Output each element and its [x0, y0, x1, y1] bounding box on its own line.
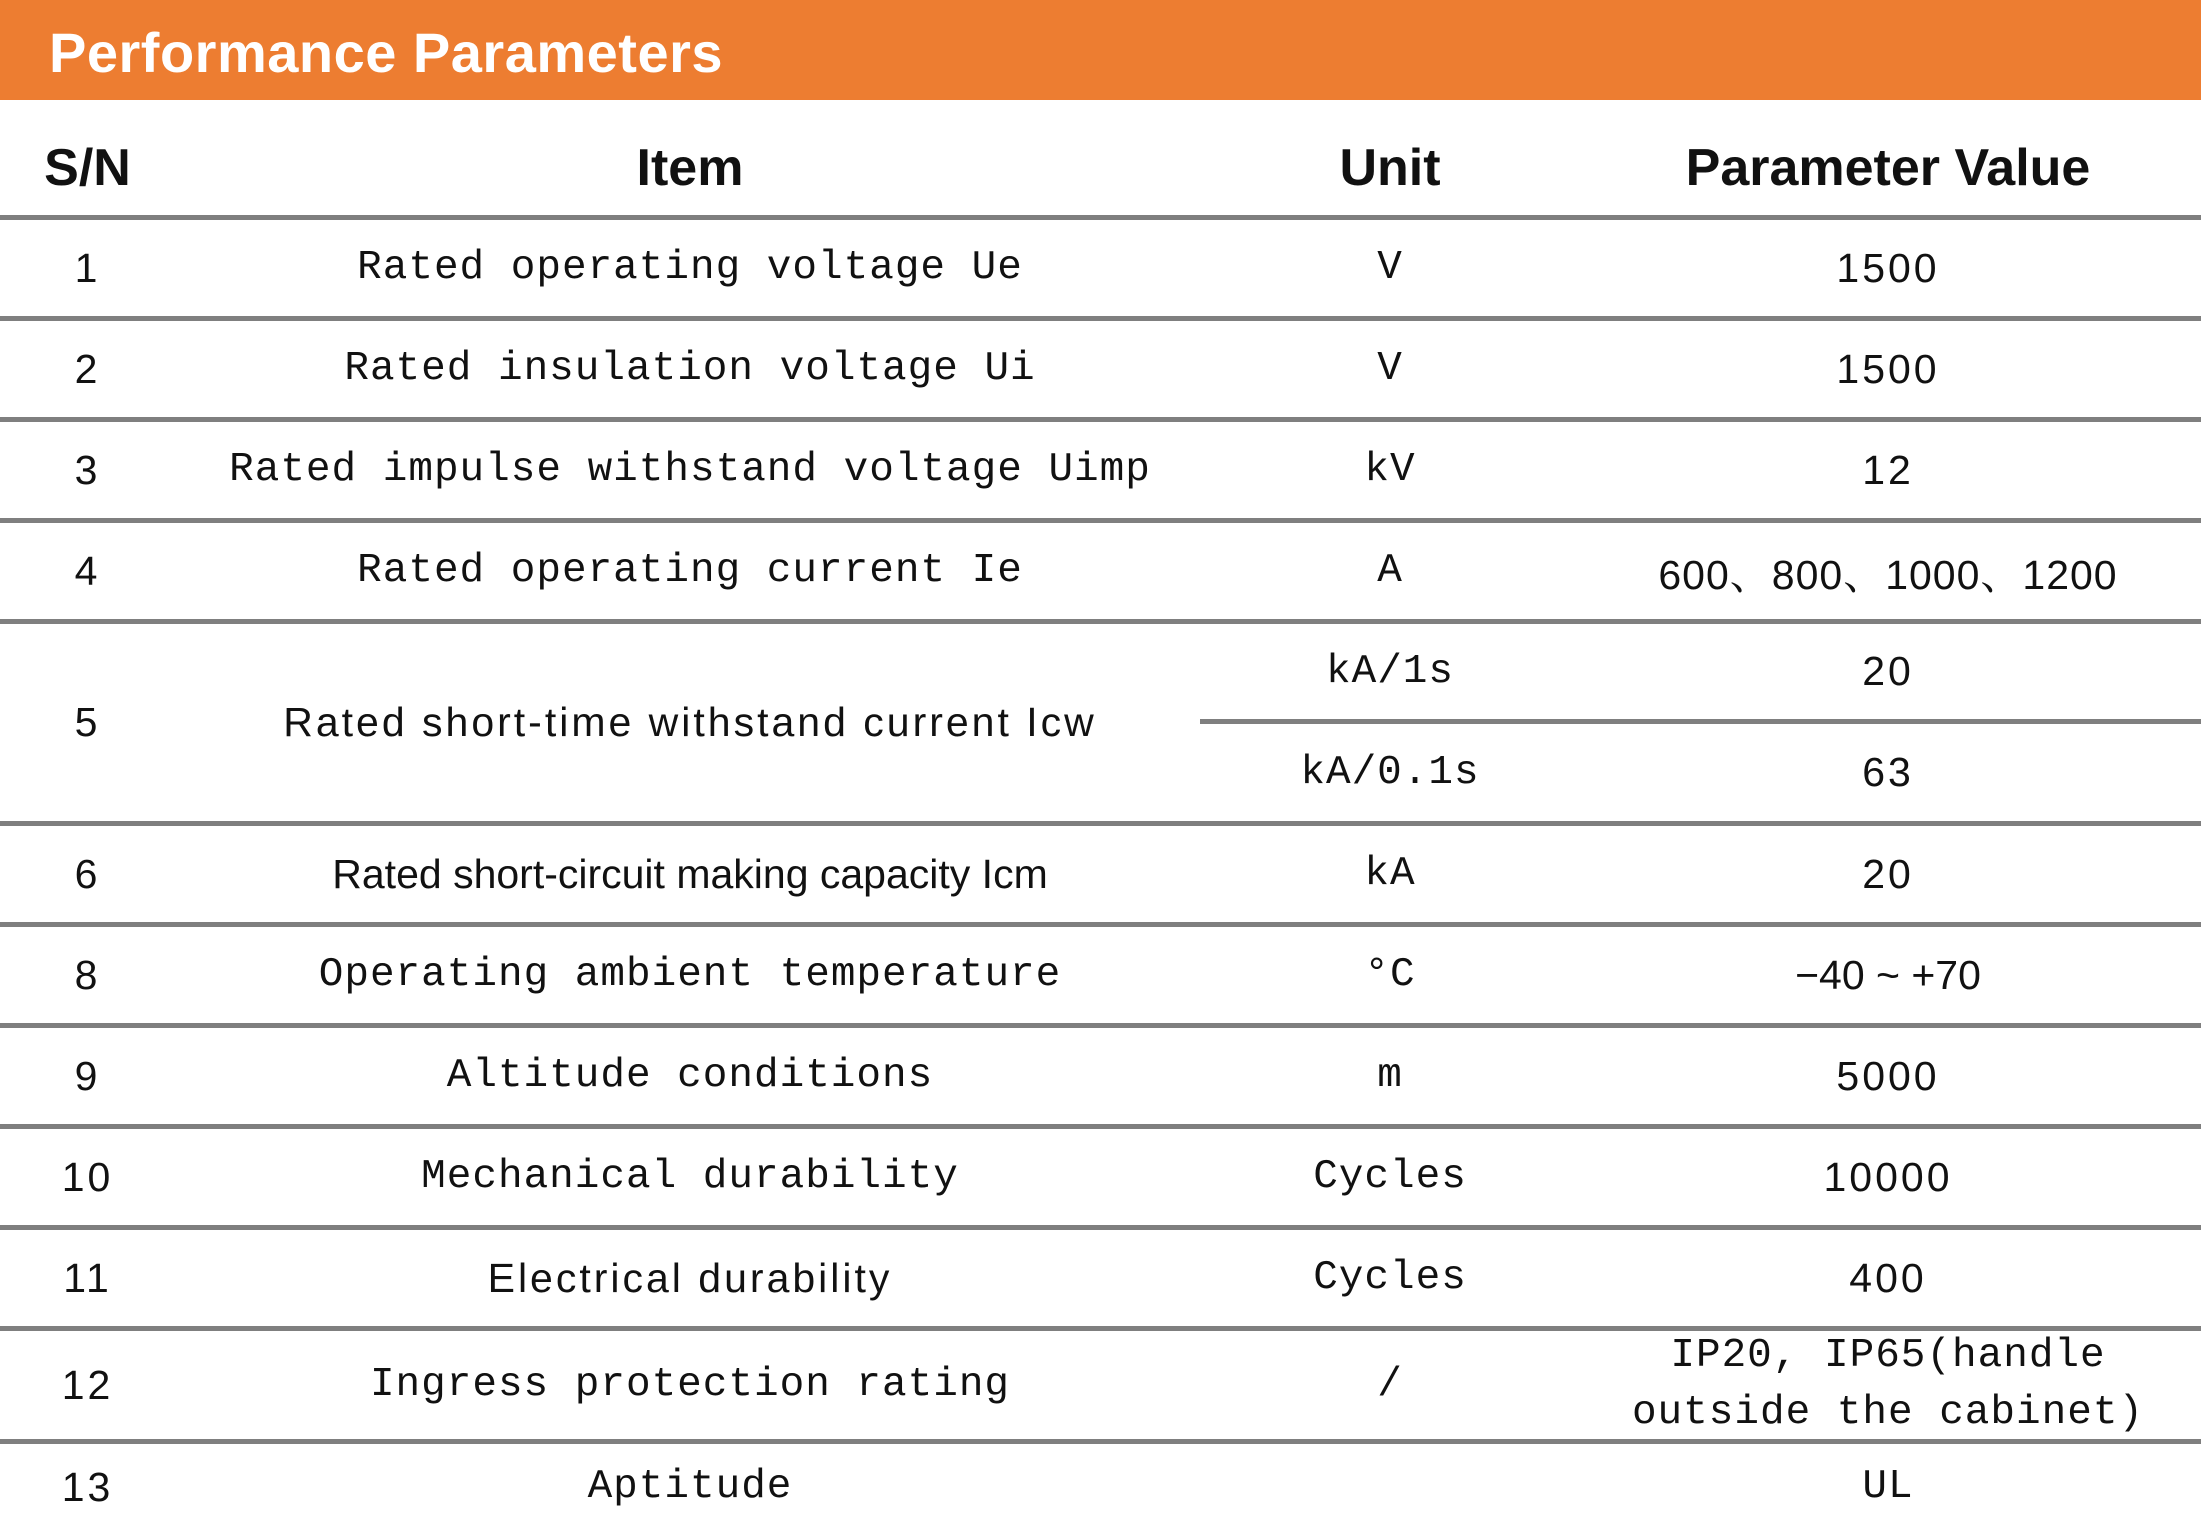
row-10-sn: 10: [61, 1153, 114, 1200]
row-1-item: Rated operating voltage Ue: [357, 245, 1023, 291]
title-banner: [0, 0, 2201, 100]
row-9-item: Altitude conditions: [446, 1053, 934, 1099]
row-12-unit: /: [1377, 1362, 1403, 1408]
row-9-sn: 9: [74, 1052, 101, 1099]
row-8-unit: °C: [1364, 952, 1416, 998]
row-3-unit: kV: [1364, 447, 1416, 493]
row-6-sn: 6: [74, 850, 101, 897]
row-2-sn: 2: [74, 345, 101, 392]
row-3-value: 12: [1862, 446, 1914, 493]
row-10-value: 10000: [1823, 1153, 1953, 1200]
row-6-value: 20: [1862, 850, 1914, 897]
row-2-unit: V: [1377, 346, 1403, 392]
row-3-sn: 3: [74, 446, 101, 493]
row-13-item: Aptitude: [587, 1464, 793, 1510]
row-1-value: 1500: [1836, 244, 1940, 291]
row-9-value: 5000: [1836, 1052, 1940, 1099]
row-2-item: Rated insulation voltage Ui: [344, 346, 1036, 392]
row-1-sn: 1: [74, 244, 101, 291]
header-item: Item: [636, 138, 744, 197]
row-13-value: UL: [1862, 1464, 1914, 1510]
row-8-sn: 8: [74, 951, 101, 998]
row-12-sn: 12: [61, 1361, 114, 1408]
row-4-value: 600、800、1000、1200: [1658, 551, 2118, 598]
row-13-unit: [1205, 1444, 1575, 1530]
row-6-unit: kA: [1364, 851, 1416, 897]
row-4-item: Rated operating current Ie: [357, 548, 1023, 594]
row-11-unit: Cycles: [1313, 1255, 1467, 1301]
row-12-value: IP20, IP65(handle outside the cabinet): [1631, 1333, 2145, 1436]
row-4-unit: A: [1377, 548, 1403, 594]
header-unit: Unit: [1339, 138, 1441, 197]
row-5-item: Rated short-time withstand current Icw: [283, 699, 1097, 745]
row-11-item: Electrical durability: [487, 1254, 893, 1301]
row-10-item: Mechanical durability: [421, 1154, 959, 1200]
row-5-unit-a: kA/1s: [1325, 648, 1455, 695]
header-value: Parameter Value: [1685, 138, 2091, 197]
row-12-item: Ingress protection rating: [369, 1362, 1011, 1408]
row-1-unit: V: [1377, 245, 1403, 291]
row-10-unit: Cycles: [1313, 1154, 1467, 1200]
row-5-value-b: 63: [1862, 749, 1914, 795]
page-title: Performance Parameters: [49, 21, 724, 84]
row-13-sn: 13: [61, 1463, 114, 1510]
row-8-item: Operating ambient temperature: [318, 952, 1062, 998]
row-8-value: −40 ~ +70: [1795, 951, 1981, 998]
row-5-sn: 5: [74, 699, 101, 745]
row-2-value: 1500: [1836, 345, 1940, 392]
header-sn: S/N: [44, 138, 131, 197]
row-9-unit: m: [1377, 1053, 1403, 1099]
row-4-sn: 4: [74, 547, 101, 594]
row-6-item: Rated short-circuit making capacity Icm: [332, 850, 1048, 897]
row-5-unit-b: kA/0.1s: [1300, 749, 1480, 796]
row-3-item: Rated impulse withstand voltage Uimp: [229, 447, 1151, 493]
row-11-sn: 11: [63, 1254, 112, 1301]
row-11-value: 400: [1849, 1254, 1927, 1301]
row-5-value-a: 20: [1862, 648, 1914, 694]
